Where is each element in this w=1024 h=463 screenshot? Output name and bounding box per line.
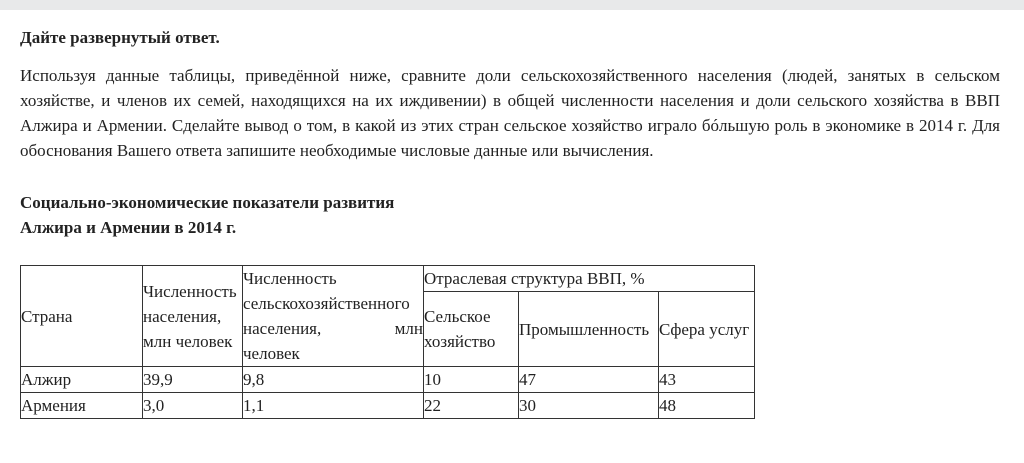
indicators-table bbox=[20, 265, 755, 419]
header-industry: Промышленность bbox=[519, 292, 659, 367]
header-services: Сфера услуг bbox=[659, 292, 755, 367]
table-caption-line-1: Социально-экономические показатели развития bbox=[20, 193, 395, 212]
cell-services: 43 bbox=[659, 367, 755, 393]
cell-population: 39,9 bbox=[143, 367, 243, 393]
cell-agri-population: 1,1 bbox=[243, 393, 424, 419]
cell-country: Армения bbox=[21, 393, 143, 419]
header-gdp-structure: Отраслевая структура ВВП, % bbox=[424, 266, 755, 292]
table-header-row bbox=[21, 266, 755, 292]
cell-services: 48 bbox=[659, 393, 755, 419]
cell-agriculture: 22 bbox=[424, 393, 519, 419]
header-agri-population-line-3 bbox=[243, 316, 423, 341]
cell-industry: 47 bbox=[519, 367, 659, 393]
header-agri-population-line-2: сельскохозяйственного bbox=[243, 294, 410, 313]
header-agri-population bbox=[243, 266, 424, 367]
task-heading: Дайте развернутый ответ. bbox=[20, 28, 220, 47]
header-agri-population-line-1: Численность bbox=[243, 269, 337, 288]
table-caption-line-2: Алжира и Армении в 2014 г. bbox=[20, 218, 237, 237]
table-row bbox=[21, 367, 755, 393]
table-row bbox=[21, 393, 755, 419]
cell-agriculture: 10 bbox=[424, 367, 519, 393]
header-agri-population-line-3b: млн bbox=[394, 319, 423, 338]
task-text: Используя данные таблицы, приведённой ниже, сравните доли сельскохозяйственного населения (людей, занятых в сельском хозяйстве, и членов их семей, находящихся на их иждивении) в общей численности населения и доли сельского хозяйства в ВВП Алжира и Армении. Сделайте вывод о том, в какой из этих стран сельское хозяйство играло бóльшую роль в экономике в 2014 г. Для обоснования Вашего ответа запишите необходимые числовые данные или вычисления. bbox=[20, 66, 1000, 160]
header-agri-population-line-3a: населения, bbox=[243, 319, 322, 338]
header-country: Страна bbox=[21, 266, 143, 367]
header-agri-population-line-4: человек bbox=[243, 344, 300, 363]
cell-agri-population: 9,8 bbox=[243, 367, 424, 393]
task-content bbox=[20, 26, 1004, 240]
header-agriculture: Сельское хозяйство bbox=[424, 292, 519, 367]
cell-industry: 30 bbox=[519, 393, 659, 419]
header-population: Численность населения, млн человек bbox=[143, 266, 243, 367]
cell-country: Алжир bbox=[21, 367, 143, 393]
table-caption bbox=[20, 190, 1004, 240]
cell-population: 3,0 bbox=[143, 393, 243, 419]
top-bar bbox=[0, 0, 1024, 10]
